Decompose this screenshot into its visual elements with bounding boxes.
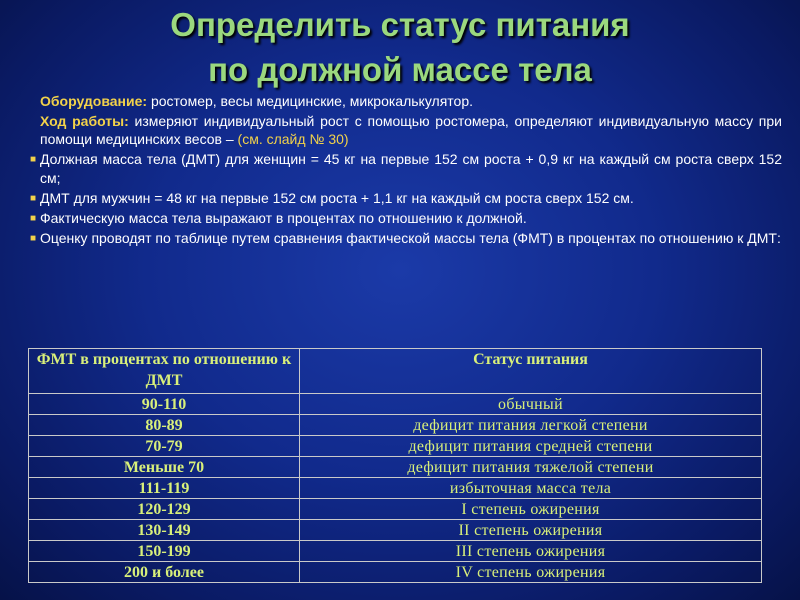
slide-title: [0, 2, 800, 92]
bullet-item: [30, 209, 782, 228]
status-cell: дефицит питания легкой степени: [300, 415, 762, 436]
status-cell: II степень ожирения: [300, 520, 762, 541]
column-header-fmt-percent: ФМТ в процентах по отношению к ДМТ: [29, 349, 300, 394]
table-row: [29, 499, 762, 520]
nutrition-status-table: [28, 348, 762, 583]
table-header-row: [29, 349, 762, 394]
bullet-item: [30, 150, 782, 188]
status-cell: дефицит питания средней степени: [300, 436, 762, 457]
table-row: [29, 436, 762, 457]
procedure-text: измеряют индивидуальный рост с помощью ростомера, определяют индивидуальную массу при помощи медицинских весов –: [40, 113, 782, 147]
table-row: [29, 394, 762, 415]
equipment-paragraph: [40, 92, 782, 110]
percent-cell: 150-199: [29, 541, 300, 562]
percent-cell: 70-79: [29, 436, 300, 457]
procedure-paragraph: [40, 112, 782, 148]
percent-cell: 130-149: [29, 520, 300, 541]
percent-cell: 90-110: [29, 394, 300, 415]
table-row: [29, 415, 762, 436]
status-cell: I степень ожирения: [300, 499, 762, 520]
percent-cell: 120-129: [29, 499, 300, 520]
table-row: [29, 520, 762, 541]
equipment-label: Оборудование:: [40, 93, 148, 109]
percent-cell: 80-89: [29, 415, 300, 436]
table-row: [29, 562, 762, 583]
bullet-square-icon: ■: [30, 213, 37, 224]
table-row: [29, 478, 762, 499]
table-row: [29, 541, 762, 562]
bullet-item: [30, 189, 782, 208]
slide-body: [30, 92, 782, 249]
percent-cell: 200 и более: [29, 562, 300, 583]
table-row: [29, 457, 762, 478]
percent-cell: 111-119: [29, 478, 300, 499]
equipment-text: ростомер, весы медицинские, микрокалькулятор.: [147, 93, 473, 109]
slide-reference: (см. слайд № 30): [237, 131, 349, 147]
status-cell: дефицит питания тяжелой степени: [300, 457, 762, 478]
status-cell: IV степень ожирения: [300, 562, 762, 583]
bullet-square-icon: ■: [30, 193, 37, 204]
status-cell: обычный: [300, 394, 762, 415]
status-cell: избыточная масса тела: [300, 478, 762, 499]
status-cell: III степень ожирения: [300, 541, 762, 562]
bullet-square-icon: ■: [30, 154, 37, 165]
column-header-status: Статус питания: [300, 349, 762, 394]
procedure-label: Ход работы:: [40, 113, 129, 129]
bullet-item: [30, 229, 782, 248]
slide-title-line-1: Определить статус питания: [170, 6, 630, 43]
bullet-text: ДМТ для мужчин = 48 кг на первые 152 см роста + 1,1 кг на каждый см роста сверх 152 см.: [40, 190, 634, 206]
bullet-text: Фактическую масса тела выражают в процентах по отношению к должной.: [40, 210, 527, 226]
slide-title-line-2: по должной массе тела: [208, 51, 592, 88]
percent-cell: Меньше 70: [29, 457, 300, 478]
bullet-text: Оценку проводят по таблице путем сравнения фактической массы тела (ФМТ) в процентах по отношению к ДМТ:: [40, 230, 781, 246]
bullet-text: Должная масса тела (ДМТ) для женщин = 45 кг на первые 152 см роста + 0,9 кг на каждый см роста сверх 152 см;: [40, 151, 782, 186]
bullet-square-icon: ■: [30, 233, 37, 244]
